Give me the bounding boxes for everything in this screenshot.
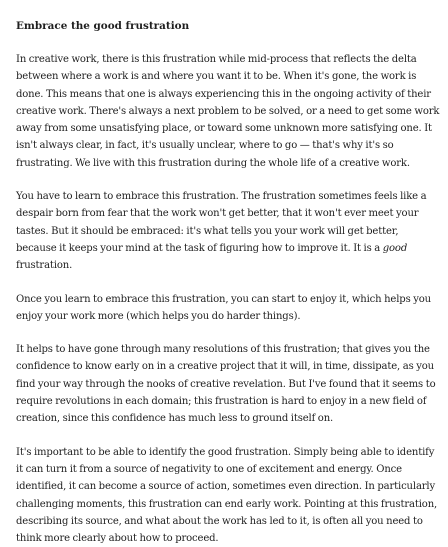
paragraph-text: frustration. [16, 260, 73, 272]
paragraph-text: It's important to be able to identify the good frustration. Simply being able to identify it can turn it from a source of negativity to one of excitement and energy. Once identified, it can become a source of action, sometimes even direction. In particularly challenging moments, this frustration can end early work. Pointing at this frustration, describing its source, and what about the work has led to it, is often all you need to think more clearly about how to proceed. [16, 446, 438, 545]
article-title: Embrace the good frustration [16, 20, 190, 32]
paragraph-text: In creative work, there is this frustration while mid-process that reflects the delta between where a work is and where you want it to be. When it's gone, the work is done. This means that one is always experiencing this in the ongoing activity of their creative work. There's always a next problem to be solved, or a need to get some work away from some unsatisfying place, or toward some unknown more satisfying one. It isn't always clear, in fact, it's usually unclear, where to go — that's why it's so frustrating. We live with this frustration during the whole life of a creative work. [16, 54, 440, 169]
paragraph-text: Once you learn to embrace this frustration, you can start to enjoy it, which helps you enjoy your work more (which helps you do harder things). [16, 293, 431, 322]
paragraph-text: It helps to have gone through many resolutions of this frustration; that gives you the confidence to know early on in a creative project that it will, in time, dissipate, as you find your way through the nooks of creative revelation. But I've found that it seems to require revolutions in each domain; this frustration is hard to enjoy in a new field of creation, since this confidence has much less to ground itself on. [16, 344, 436, 425]
paragraph-text: You have to learn to embrace this frustration. The frustration sometimes feels like a despair born from fear that the work won't get better, that it won't ever meet your tastes. But it should be embraced: it's what tells you your work will get better, because it keeps your mind at the task of figuring how to improve it. It is a [16, 191, 427, 254]
paragraph [16, 444, 440, 547]
paragraph [16, 291, 440, 326]
paragraph [16, 51, 440, 172]
article-body [16, 51, 440, 547]
paragraph [16, 341, 440, 427]
paragraph [16, 188, 440, 274]
emphasis-text: good [382, 242, 408, 254]
